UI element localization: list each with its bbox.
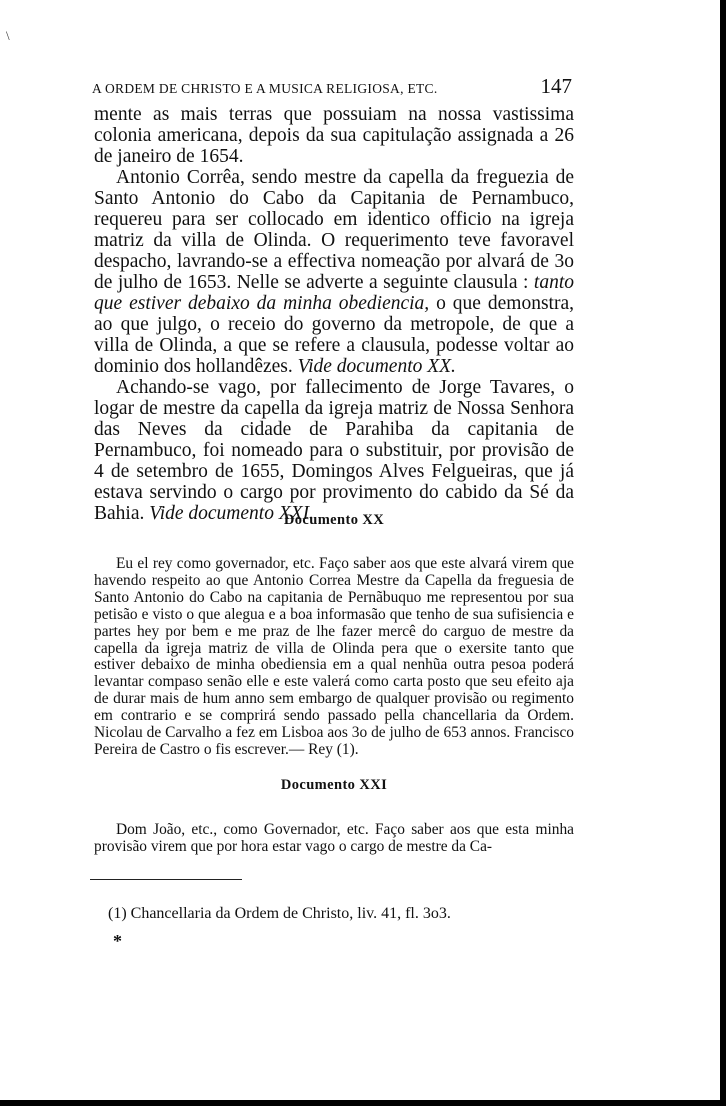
paragraph-text: Achando-se vago, por fallecimento de Jorge Tavares, o logar de mestre da capella da igreja matriz de Nossa Senhora das Neves da cidade de Parahiba da capitania de Pernambuco, foi nomeado para o substituir, por provisão de 4 de setembro de 1655, Domingos Alves Felgueiras, que já estava servindo o cargo por provimento do cabido da Sé da Bahia. [94,377,574,524]
paragraph-antonio-correa [94,167,574,377]
edge-mark: \ [6,28,10,43]
paragraph-text: Antonio Corrêa, sendo mestre da capella da freguezia de Santo Antonio do Cabo da Capitania de Pernambuco, requereu para ser collocado em identico officio na igreja matriz da villa de Olinda. O requerimento teve favoravel despacho, lavrando-se a effectiva nomeação por alvará de 3o de julho de 1653. Nelle se adverte a seguinte clausula : [94,167,574,293]
page-number: 147 [540,74,572,98]
document-reference: Vide documento XX. [297,356,456,377]
paragraph-continuation: mente as mais terras que possuiam na nossa vastissima colonia americana, depois da sua capitulação assignada a 26 de janeiro de 1654. [94,104,574,167]
footnote-rule [90,879,242,880]
document-reference: Vide documento XXI. [149,503,315,524]
document-xx-text: Eu el rey como governador, etc. Faço saber aos que este alvará virem que havendo respeito ao que Antonio Correa Mestre da Capella da freguesia de Santo Antonio do Cabo na capitania de Pernãbuquo me representou por sua petisão e visto o que alegua e a boa informasão que tenho de sua sufisiencia e partes hey por bem e me praz de lhe fazer mercê do carguo de mestre da capella da igreja matriz de villa de Olinda pera que o exersite tanto que estiver debaixo de minha obediensia em a qual nenhũa outra pesoa poderá levantar compaso senão elle e este valerá como carta posto que seu efeito aja de durar mais de hum anno sem embargo de qualquer provisão ou regimento em contrario e se comprirá sendo passado pella chancellaria da Ordem. Nicolau de Carvalho a fez em Lisboa aos 3o de julho de 653 annos. Francisco Pereira de Castro o fis escrever.— Rey (1). [94,555,574,758]
paragraph-text: o que demonstra, ao que julgo, o receio do governo da metropole, de que a villa de Olinda, a que se refere a clausula, podesse voltar ao dominio dos hollandêzes. [94,293,574,377]
running-head: A ORDEM DE CHRISTO E A MUSICA RELIGIOSA, ETC. [92,81,438,96]
document-xxi-text: Dom João, etc., como Governador, etc. Faço saber aos que esta minha provisão virem que por hora estar vago o cargo de mestre da Ca- [94,821,574,855]
document-xxi-heading: Documento XXI [280,777,388,793]
document-xx-heading: Documento XX [283,512,385,528]
paragraph-jorge-tavares [94,377,574,524]
page-header [92,74,572,99]
asterisk-mark: * [113,931,122,951]
italic-clause: tanto que estiver debaixo da minha obediencia, [94,272,574,314]
footnote: (1) Chancellaria da Ordem de Christo, liv. 41, fl. 3o3. [108,905,451,922]
body-text [94,104,574,524]
